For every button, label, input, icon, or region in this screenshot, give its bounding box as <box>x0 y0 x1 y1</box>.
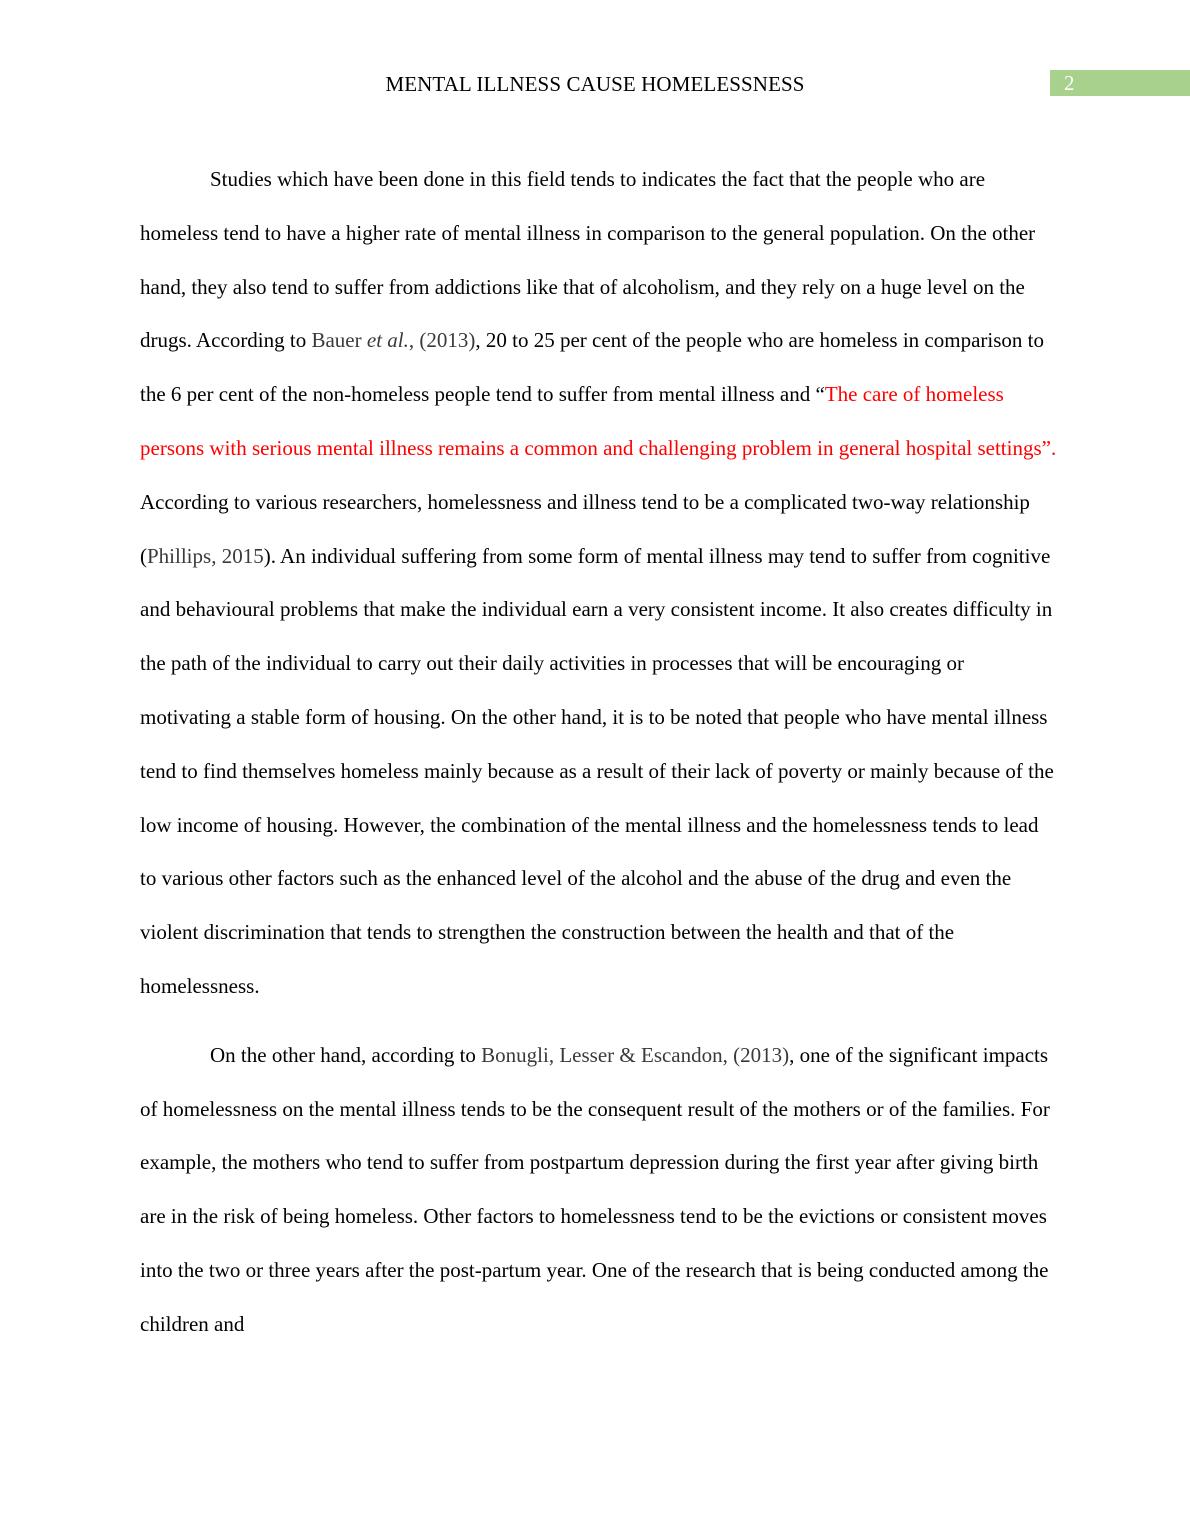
citation-phillips: Phillips, 2015 <box>147 543 264 568</box>
page-number: 2 <box>1064 71 1075 95</box>
citation-bauer-author: Bauer <box>311 328 367 353</box>
paragraph-2-text-1: On the other hand, according to <box>210 1042 482 1067</box>
paragraph-2 <box>140 1029 1060 1352</box>
paragraph-1-text-2: , 20 to 25 per cent of the people who are homeless in comparison to the 6 per cent of the non-homeless people tend to suffer from mental illness and “ <box>140 328 1044 407</box>
paragraph-2-text-2: , one of the significant impacts of homelessness on the mental illness tends to be the consequent result of the mothers or of the families. For example, the mothers who tend to suffer from postpartum depression during the first year after giving birth are in the risk of being homeless. Other factors to homelessness tend to be the evictions or consistent moves into the two or three years after the post-partum year. One of the research that is being conducted among the children and <box>140 1042 1050 1336</box>
document-body <box>140 153 1060 1352</box>
page-header <box>0 70 1190 98</box>
citation-bauer-year: , (2013) <box>408 328 476 353</box>
page-number-box <box>1050 70 1190 96</box>
paragraph-1 <box>140 153 1060 1014</box>
highlighted-quote: The care of homeless persons with serious mental illness remains a common and challenging problem in general hospital settings”. <box>140 382 1057 460</box>
citation-bonugli: Bonugli, Lesser & Escandon, (2013) <box>481 1042 790 1067</box>
citation-bauer-etal: et al. <box>366 328 409 353</box>
paragraph-1-text-1: Studies which have been done in this field tends to indicates the fact that the people who are homeless tend to have a higher rate of mental illness in comparison to the general population. On the other hand, they also tend to suffer from addictions like that of alcoholism, and they rely on a huge level on the drugs. According to <box>140 167 1036 353</box>
paragraph-1-text-3: According to various researchers, homelessness and illness tend to be a complicated two-way relationship ( <box>140 489 1030 568</box>
running-head: MENTAL ILLNESS CAUSE HOMELESSNESS <box>385 72 805 96</box>
paragraph-1-text-4: ). An individual suffering from some form of mental illness may tend to suffer from cognitive and behavioural problems that make the individual earn a very consistent income. It also creates difficulty in the path of the individual to carry out their daily activities in processes that will be encouraging or motivating a stable form of housing. On the other hand, it is to be noted that people who have mental illness tend to find themselves homeless mainly because as a result of their lack of poverty or mainly because of the low income of housing. However, the combination of the mental illness and the homelessness tends to lead to various other factors such as the enhanced level of the alcohol and the abuse of the drug and even the violent discrimination that tends to strengthen the construction between the health and that of the homelessness. <box>140 543 1054 998</box>
